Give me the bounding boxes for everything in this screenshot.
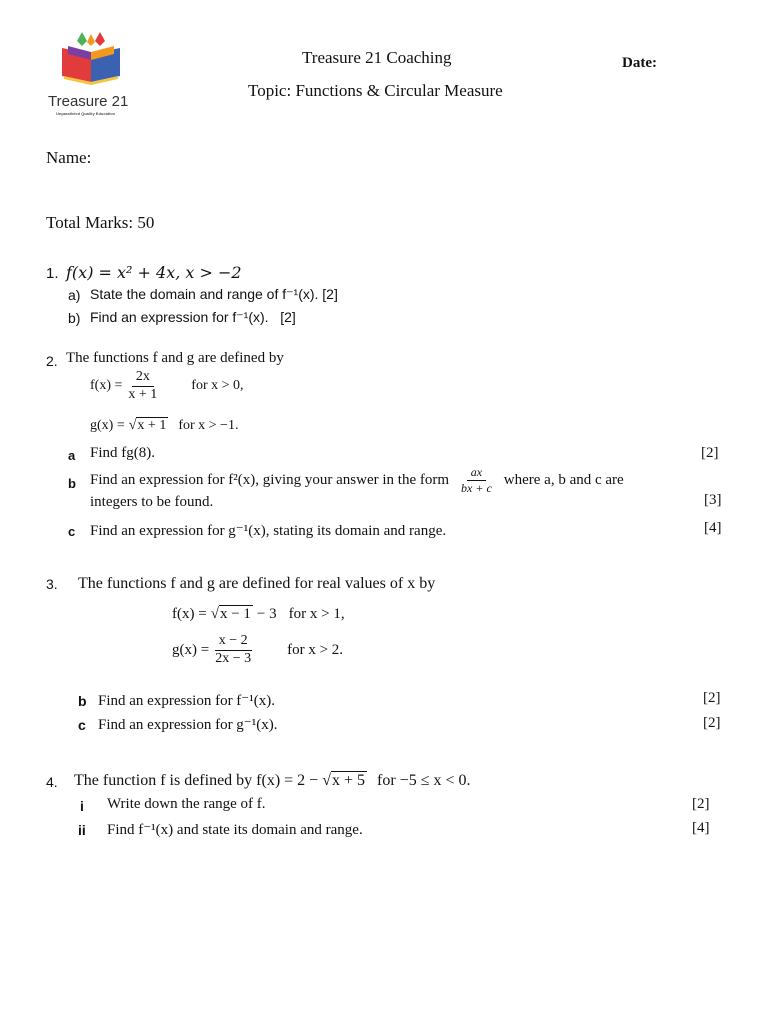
q2b-form-fraction — [457, 466, 496, 494]
q3-f-condition: for x > 1, — [288, 606, 345, 622]
q3-number: 3. — [46, 576, 58, 592]
q4i-text: Write down the range of f. — [107, 796, 266, 812]
q4-radicand: x + 5 — [331, 772, 366, 789]
q3-g-definition — [172, 634, 343, 666]
q4i-marks: [2] — [692, 796, 710, 812]
q2-f-numerator: 2x — [132, 370, 154, 387]
q1-number: 1. — [46, 265, 59, 282]
q1-definition: f(x) = x² + 4x, x > −2 — [66, 263, 242, 282]
q2-f-condition: for x > 0, — [191, 378, 244, 394]
q3-g-numerator: x − 2 — [215, 634, 252, 651]
q2b-label: b — [68, 476, 76, 491]
q3-g-fraction — [211, 634, 255, 666]
q3c-text: Find an expression for g⁻¹(x). — [98, 717, 278, 733]
q3b-marks: [2] — [703, 690, 721, 706]
q3-g-denominator: 2x − 3 — [215, 650, 252, 666]
q3-f-sqrt: √x − 1 — [210, 606, 251, 622]
document-topic: Topic: Functions & Circular Measure — [248, 81, 503, 100]
logo-book-icon — [46, 32, 136, 88]
q4-intro: The function f is defined by f(x) = 2 − — [74, 772, 319, 789]
q2-f-definition — [90, 370, 244, 402]
logo — [46, 32, 136, 116]
q2-g-radicand: x + 1 — [137, 418, 167, 433]
q2b-text-part2: where a, b and c are — [503, 471, 624, 488]
q2a-marks: [2] — [701, 445, 719, 461]
q2c-marks: [4] — [704, 520, 722, 536]
q3c-label: c — [78, 717, 86, 733]
q3b-label: b — [78, 693, 87, 709]
q3c-marks: [2] — [703, 715, 721, 731]
q3-f-radicand: x − 1 — [219, 606, 251, 622]
q2c-text: Find an expression for g⁻¹(x), stating its domain and range. — [90, 523, 447, 539]
q3-f-lhs: f(x) = — [172, 606, 207, 622]
q3b-text: Find an expression for f⁻¹(x). — [98, 693, 275, 709]
q2b-text-line2: integers to be found. — [90, 494, 214, 510]
q4ii-text: Find f⁻¹(x) and state its domain and range. — [107, 822, 363, 838]
q2b-form-denominator: bx + c — [461, 480, 492, 495]
q3-g-condition: for x > 2. — [287, 641, 344, 658]
q2c-label: c — [68, 524, 76, 539]
q1a-label: a) — [68, 287, 81, 303]
q4ii-label: ii — [78, 822, 86, 838]
q4-condition: for −5 ≤ x < 0. — [377, 772, 471, 789]
q1b-label: b) — [68, 310, 81, 326]
q4-definition — [74, 772, 471, 790]
date-label: Date: — [622, 55, 657, 71]
q2-g-sqrt: √x + 1 — [128, 418, 167, 433]
name-label: Name: — [46, 148, 92, 167]
q4-number: 4. — [46, 774, 58, 790]
q3-intro: The functions f and g are defined for real values of x by — [78, 575, 436, 592]
q2b-text-part1: Find an expression for f²(x), giving your answer in the form — [90, 471, 450, 488]
q3-g-lhs: g(x) = — [172, 641, 210, 658]
q2-g-condition: for x > −1. — [178, 418, 239, 433]
q2b-form-numerator: ax — [467, 466, 486, 481]
q1a-text: State the domain and range of f⁻¹(x). [2] — [90, 286, 338, 302]
logo-tagline: Unparalleled Quality Education — [56, 111, 116, 116]
q4i-label: i — [80, 798, 84, 814]
q2-f-fraction — [124, 370, 161, 402]
q2-f-denominator: x + 1 — [128, 386, 158, 402]
q3-f-rest: − 3 — [256, 606, 277, 622]
q2-number: 2. — [46, 353, 58, 369]
q2-g-lhs: g(x) = — [90, 418, 125, 433]
q2a-label: a — [68, 448, 76, 463]
q2a-text: Find fg(8). — [90, 445, 155, 461]
q2-g-definition — [90, 418, 238, 434]
q4ii-marks: [4] — [692, 820, 710, 836]
q2b-marks: [3] — [704, 492, 722, 508]
logo-brand: Treasure 21 — [48, 93, 129, 110]
q2-f-lhs: f(x) = — [90, 378, 123, 394]
q4-sqrt: √x + 5 — [322, 772, 366, 789]
total-marks: Total Marks: 50 — [46, 213, 155, 232]
q2b-text — [90, 466, 624, 494]
q2-intro: The functions f and g are defined by — [66, 350, 284, 366]
q3-f-definition — [172, 606, 345, 623]
document-title: Treasure 21 Coaching — [302, 48, 452, 67]
q1b-text: Find an expression for f⁻¹(x). [2] — [90, 309, 296, 325]
